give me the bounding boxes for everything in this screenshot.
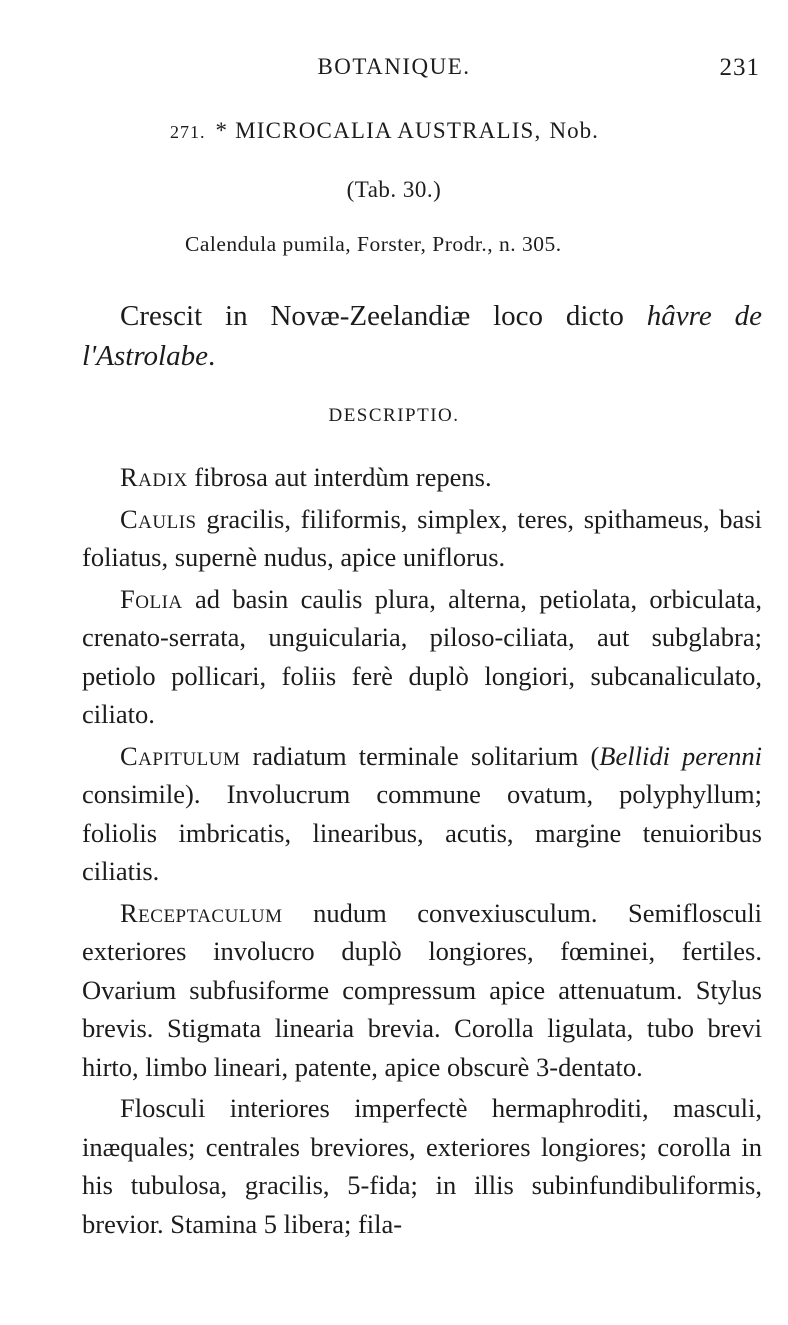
keyword-folia: Folia bbox=[120, 583, 183, 614]
species-heading bbox=[170, 118, 599, 144]
description-body bbox=[82, 458, 762, 1246]
species-author: Nob. bbox=[549, 118, 599, 143]
running-head bbox=[0, 50, 788, 90]
text-capitulum-after: consimile). Involucrum commune ovatum, polyphyllum; foliolis imbricatis, linearibus, acutis, margine tenuioribus ciliatis. bbox=[82, 779, 762, 886]
paragraph-folia bbox=[82, 580, 762, 734]
habitat-paragraph bbox=[82, 296, 762, 376]
text-capitulum-italic: Bellidi perenni bbox=[599, 740, 762, 771]
habitat-prefix: Crescit in Novæ-Zeelandiæ loco dicto bbox=[120, 300, 624, 332]
paragraph-receptaculum bbox=[82, 894, 762, 1087]
keyword-receptaculum: Receptaculum bbox=[120, 897, 283, 928]
plate-reference: (Tab. 30.) bbox=[346, 177, 442, 202]
paragraph-radix bbox=[82, 458, 762, 497]
keyword-capitulum: Capitulum bbox=[120, 740, 241, 771]
species-name: * MICROCALIA AUSTRALIS, bbox=[215, 118, 542, 143]
paragraph-capitulum bbox=[82, 737, 762, 891]
habitat-suffix: . bbox=[207, 340, 216, 372]
text-capitulum-before: radiatum terminale solitarium ( bbox=[252, 740, 600, 771]
keyword-caulis: Caulis bbox=[120, 503, 197, 534]
text-flosculi: Flosculi interiores imperfectè hermaphroditi, masculi, inæquales; centrales breviores, exteriores longiores; corolla in his tubulosa, gracilis, 5-fida; in illis subinfundibuliformis, brevior. Stamina 5 libera; fila- bbox=[82, 1093, 762, 1239]
keyword-radix: Radix bbox=[120, 462, 188, 492]
page-number: 231 bbox=[719, 54, 760, 81]
habitat-locality: hâvre de l'Astrolabe bbox=[82, 300, 763, 372]
text-folia: ad basin caulis plura, alterna, petiolata, orbiculata, crenato-serrata, unguicularia, piloso-ciliata, aut subglabra; petiolo pollicari, foliis ferè duplò longiori, subcanaliculato, ciliato. bbox=[82, 583, 762, 729]
text-caulis: gracilis, filiformis, simplex, teres, spithameus, basi foliatus, supernè nudus, apice uniflorus. bbox=[82, 503, 762, 572]
paragraph-flosculi bbox=[82, 1089, 762, 1243]
text-receptaculum: nudum convexiusculum. Semiflosculi exteriores involucro duplò longiores, fœminei, fertiles. Ovarium subfusiforme compressum apice attenuatum. Stylus brevis. Stigmata linearia brevia. Corolla ligulata, tubo brevi hirto, limbo lineari, patente, apice obscurè 3-dentato. bbox=[82, 897, 762, 1082]
species-number: 271. bbox=[170, 122, 206, 142]
synonym-citation: Calendula pumila, Forster, Prodr., n. 305. bbox=[185, 232, 562, 256]
running-title: BOTANIQUE. bbox=[317, 54, 471, 79]
text-radix: fibrosa aut interdùm repens. bbox=[194, 462, 492, 492]
description-heading: DESCRIPTIO. bbox=[328, 405, 460, 426]
paragraph-caulis bbox=[82, 500, 762, 577]
